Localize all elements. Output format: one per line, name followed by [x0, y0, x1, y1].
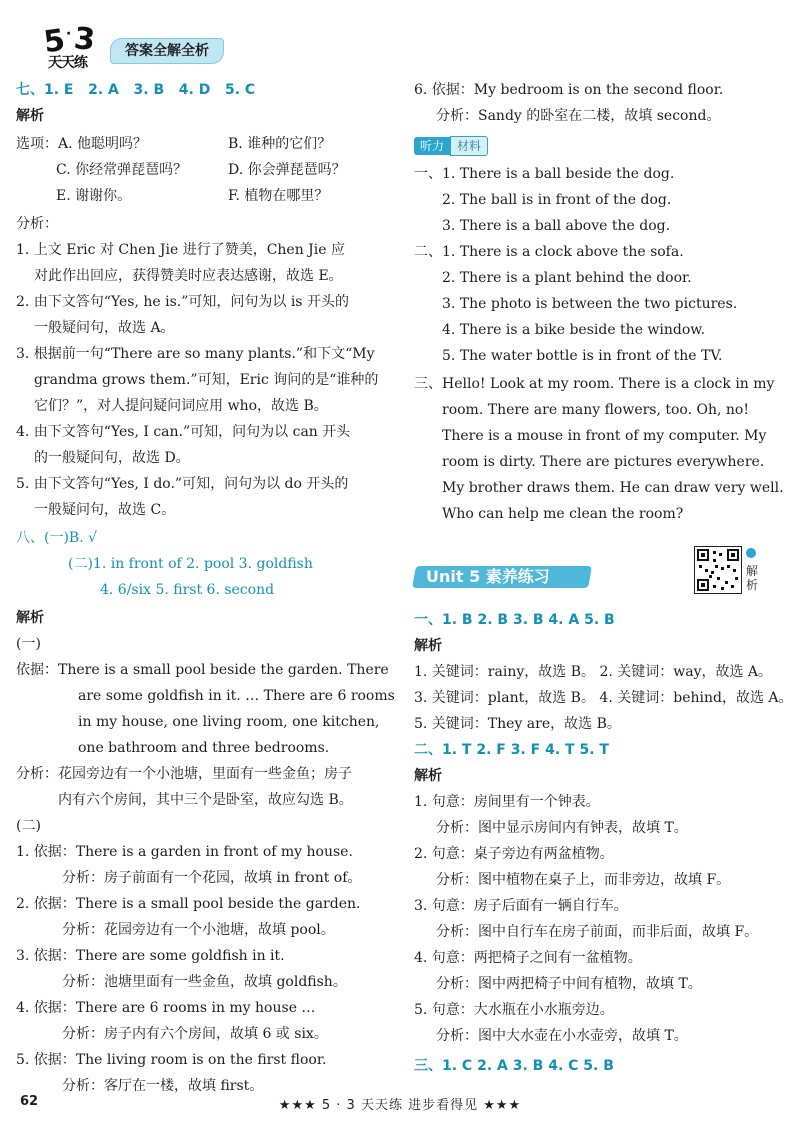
judge-2a: 2. 句意：桌子旁边有两盆植物。	[414, 846, 614, 862]
listening-material-label	[414, 136, 488, 156]
keyword-line-2: 3. 关键词：plant，故选 B。 4. 关键词：behind，故选 A。	[414, 690, 793, 706]
t3-line-6: Who can help me clean the room?	[442, 506, 684, 522]
basis-1d: one bathroom and three bedrooms.	[78, 740, 330, 756]
q8-answers-2: (二)1. in front of 2. pool 3. goldfish	[68, 556, 313, 572]
logo: 5 · 3 天天练	[41, 21, 97, 71]
fenxi-label: 分析：	[16, 216, 58, 232]
para-2a: 2. 由下文答句“Yes, he is.”可知，问句为以 is 开头的	[16, 294, 349, 310]
para-1b: 对此作出回应，获得赞美时应表达感谢，故选 E。	[34, 268, 343, 284]
keyword-line-3: 5. 关键词：They are，故选 B。	[414, 716, 621, 732]
t3-line-3: There is a mouse in front of my computer. My	[442, 428, 767, 444]
option-d: D. 你会弹琵琶吗？	[228, 162, 346, 178]
item-6b: 分析：Sandy 的卧室在二楼，故填 second。	[436, 108, 721, 124]
item-2a: 2. 依据：There is a small pool beside the garden.	[16, 896, 361, 912]
option-b: B. 谁种的它们？	[228, 136, 332, 152]
listening-tag: 听力	[414, 137, 450, 155]
option-c: C. 你经常弹琵琶吗？	[56, 162, 188, 178]
judge-4b: 分析：图中两把椅子中间有植物，故填 T。	[436, 976, 702, 992]
option-f: F. 植物在哪里？	[228, 188, 329, 204]
footer	[0, 1092, 800, 1114]
q8-answers-3: 4. 6/six 5. first 6. second	[100, 582, 275, 598]
page-number: 62	[20, 1094, 39, 1109]
t1-line-1: 一、1. There is a ball beside the dog.	[414, 166, 675, 182]
t2-line-4: 4. There is a bike beside the window.	[442, 322, 706, 338]
item-4b: 分析：房子内有六个房间，故填 6 或 six。	[62, 1026, 328, 1042]
para-2b: 一般疑问句，故选 A。	[34, 320, 175, 336]
unit5-jiexi-1: 解析	[414, 638, 442, 654]
judge-1a: 1. 句意：房间里有一个钟表。	[414, 794, 600, 810]
answer-tag: 答案全解全析	[110, 38, 224, 64]
para-3a: 3. 根据前一句“There are so many plants.”和下文“My	[16, 346, 375, 362]
play-icon	[746, 548, 756, 558]
para-5b: 一般疑问句，故选 C。	[34, 502, 176, 518]
para-1a: 1. 上文 Eric 对 Chen Jie 进行了赞美，Chen Jie 应	[16, 242, 345, 258]
para-4a: 4. 由下文答句“Yes, I can.”可知，问句为以 can 开头	[16, 424, 351, 440]
jiexi-heading-2: 解析	[16, 610, 44, 626]
unit5-title: Unit 5 素养练习	[426, 567, 550, 586]
item-1b: 分析：房子前面有一个花园，故填 in front of。	[62, 870, 362, 886]
analysis-1a: 分析：花园旁边有一个小池塘，里面有一些金鱼；房子	[16, 766, 352, 782]
unit5-jiexi-2: 解析	[414, 768, 442, 784]
material-tag: 材料	[450, 136, 488, 156]
judge-2b: 分析：图中植物在桌子上，而非旁边，故填 F。	[436, 872, 731, 888]
judge-4a: 4. 句意：两把椅子之间有一盆植物。	[414, 950, 642, 966]
para-3b: grandma grows them.”可知，Eric 询问的是“谁种的	[34, 372, 379, 388]
t3-line-5: My brother draws them. He can draw very well.	[442, 480, 784, 496]
unit5-banner	[414, 562, 590, 590]
para-3c: 它们？”，对人提问疑问词应用 who，故选 B。	[34, 398, 328, 414]
option-a: 选项：A. 他聪明吗？	[16, 136, 148, 152]
item-3a: 3. 依据：There are some goldfish in it.	[16, 948, 285, 964]
t3-line-4: room is dirty. There are pictures everywhere.	[442, 454, 765, 470]
t3-line-1: 三、Hello! Look at my room. There is a clock in my	[414, 376, 775, 392]
keyword-line-1: 1. 关键词：rainy，故选 B。 2. 关键词：way，故选 A。	[414, 664, 773, 680]
qr-code-icon[interactable]	[694, 546, 742, 594]
item-3b: 分析：池塘里面有一些金鱼，故填 goldfish。	[62, 974, 347, 990]
judge-3a: 3. 句意：房子后面有一辆自行车。	[414, 898, 628, 914]
para-5a: 5. 由下文答句“Yes, I do.”可知，问句为以 do 开头的	[16, 476, 349, 492]
para-4b: 的一般疑问句，故选 D。	[34, 450, 190, 466]
t3-line-2: room. There are many flowers, too. Oh, no!	[442, 402, 749, 418]
footer-slogan: ★★★ 5 · 3 天天练 进步看得见 ★★★	[278, 1098, 522, 1113]
basis-1c: in my house, one living room, one kitchen,	[78, 714, 380, 730]
judge-1b: 分析：图中显示房间内有钟表，故填 T。	[436, 820, 688, 836]
unit5-q1-answers: 一、1. B 2. B 3. B 4. A 5. B	[414, 612, 615, 628]
t2-line-3: 3. The photo is between the two pictures.	[442, 296, 738, 312]
item-2b: 分析：花园旁边有一个小池塘，故填 pool。	[62, 922, 335, 938]
basis-1b: are some goldfish in it. … There are 6 rooms	[78, 688, 395, 704]
unit5-q2-answers: 二、1. T 2. F 3. F 4. T 5. T	[414, 742, 609, 758]
option-e: E. 谢谢你。	[56, 188, 132, 204]
t1-line-3: 3. There is a ball above the dog.	[442, 218, 671, 234]
t2-line-2: 2. There is a plant behind the door.	[442, 270, 692, 286]
item-1a: 1. 依据：There is a garden in front of my house.	[16, 844, 353, 860]
t2-line-5: 5. The water bottle is in front of the TV.	[442, 348, 723, 364]
qr-label: 解析	[746, 564, 759, 592]
item-4a: 4. 依据：There are 6 rooms in my house …	[16, 1000, 316, 1016]
section-2: (二)	[16, 818, 41, 834]
unit5-q3-answers: 三、1. C 2. A 3. B 4. C 5. B	[414, 1058, 614, 1074]
judge-5a: 5. 句意：大水瓶在小水瓶旁边。	[414, 1002, 614, 1018]
section-1: (一)	[16, 636, 41, 652]
analysis-1b: 内有六个房间，其中三个是卧室，故应勾选 B。	[58, 792, 353, 808]
t2-line-1: 二、1. There is a clock above the sofa.	[414, 244, 684, 260]
q7-answers: 七、1. E 2. A 3. B 4. D 5. C	[16, 82, 256, 98]
item-6a: 6. 依据：My bedroom is on the second floor.	[414, 82, 724, 98]
t1-line-2: 2. The ball is in front of the dog.	[442, 192, 672, 208]
item-5b: 分析：客厅在一楼，故填 first。	[62, 1078, 264, 1094]
q8-answers-1: 八、(一)B. √	[16, 530, 98, 546]
judge-5b: 分析：图中大水壶在小水壶旁，故填 T。	[436, 1028, 688, 1044]
basis-1a: 依据：There is a small pool beside the garden. There	[16, 662, 389, 678]
judge-3b: 分析：图中自行车在房子前面，而非后面，故填 F。	[436, 924, 759, 940]
jiexi-heading: 解析	[16, 108, 44, 124]
item-5a: 5. 依据：The living room is on the first floor.	[16, 1052, 327, 1068]
